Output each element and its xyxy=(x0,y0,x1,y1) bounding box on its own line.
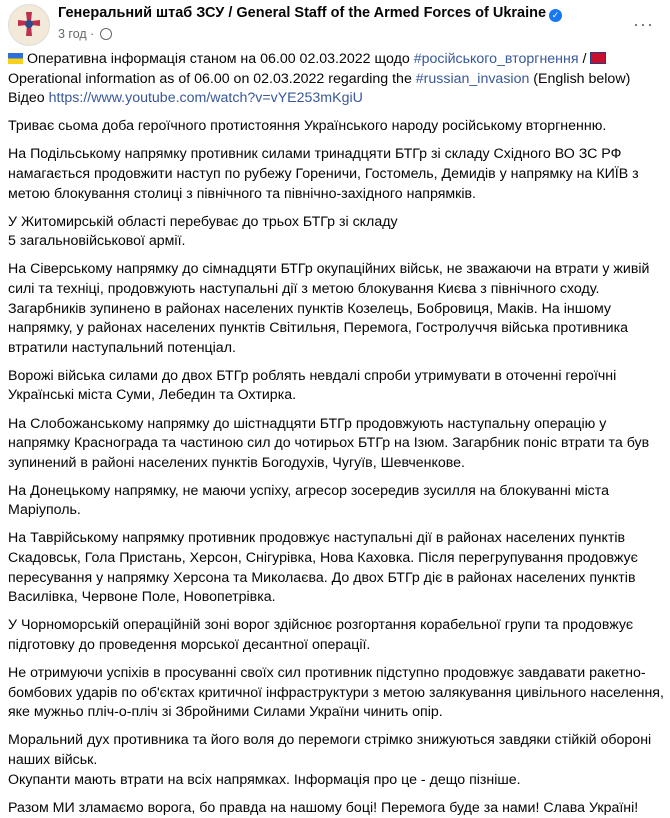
paragraph-line: У Чорноморській операційній зоні ворог здійснює розгортання корабельної групи та продовжує xyxy=(8,617,634,634)
post-paragraph xyxy=(8,799,662,818)
paragraph-line: Триває сьома доба героїчного протистояння Українського народу російському вторгненню. xyxy=(8,118,607,135)
post-paragraph xyxy=(8,367,662,406)
post-paragraph xyxy=(8,664,662,723)
paragraph-line: зупинений в районі населених пунктів Богодухів, Чугуїв, Шевченкове. xyxy=(8,454,465,471)
paragraph-line: У Житомирській області перебуває до трьох БТГр зі складу xyxy=(8,213,398,230)
intro-text: Оперативна інформація станом на 06.00 02.03.2022 щодо xyxy=(27,51,414,67)
post-paragraph xyxy=(8,213,662,252)
post-paragraphs xyxy=(8,117,662,818)
paragraph-line: метою блокування столиці з північного та північно-західного напрямків. xyxy=(8,185,476,202)
post-paragraph xyxy=(8,482,662,521)
paragraph-line: На Подільському напрямку противник силами тринадцяти БТГр зі складу Східного ВО ЗС РФ xyxy=(8,146,622,163)
post-paragraph xyxy=(8,145,662,204)
post-intro xyxy=(8,50,662,109)
hashtag-link[interactable]: #russian_invasion xyxy=(415,70,530,87)
uk-flag-icon xyxy=(590,52,606,64)
globe-icon xyxy=(100,28,112,40)
paragraph-line: Скадовськ, Гола Пристань, Херсон, Снігурівка, Нова Каховка. Після перегрупування продовжує xyxy=(8,550,638,567)
paragraph-line: силі та техніці, продовжують наступальні дії з метою блокування Києва з північного сходу. xyxy=(8,280,600,297)
paragraph-line: напрямку Краснограда та частиною сил до чотирьох БТГр на Ізюм. Загарбник поніс втрати та був xyxy=(8,435,650,452)
post-header xyxy=(0,0,670,50)
page-avatar[interactable] xyxy=(8,4,50,46)
hashtag-link[interactable]: #російського_вторгнення xyxy=(413,51,579,67)
paragraph-line: втратили наступальний потенціал. xyxy=(8,339,236,356)
paragraph-line: 5 загальновійськової армії. xyxy=(8,233,186,250)
paragraph-line: Загарбників зупинено в районах населених пунктів Козелець, Бобровиця, Маків. На іншому xyxy=(8,300,611,317)
paragraph-line: Окупанти мають втрати на всіх напрямках. Інформація про це - дещо пізніше. xyxy=(8,771,521,788)
paragraph-line: бомбових ударів по об'єктах критичної інфраструктури з метою залякування цивільного населення, xyxy=(8,684,664,701)
verified-badge-icon: ✓ xyxy=(549,9,562,22)
paragraph-line: На Слобожанському напрямку до шістнадцяти БТГр продовжують наступальну операцію у xyxy=(8,415,607,432)
paragraph-line: наших військ. xyxy=(8,751,98,768)
post-paragraph xyxy=(8,616,662,655)
post-author[interactable] xyxy=(58,5,562,22)
paragraph-line: На Сіверському напрямку до сімнадцяти БТГр окупаційних військ, не зважаючи на втрати у живій xyxy=(8,261,650,278)
paragraph-line: напрямку, у районах населених пунктів Світильня, Перемога, Гостролуччя війська противника xyxy=(8,320,628,337)
paragraph-line: Ворожі війська силами до двох БТГр роблять невдалі спроби утримувати в оточенні героїчні xyxy=(8,367,617,384)
intro-text: Відео xyxy=(8,90,49,107)
intro-text: Operational information as of 06.00 on 02.03.2022 regarding the xyxy=(8,70,416,87)
paragraph-line: Василівка, Червоне Поле, Новопетрівка. xyxy=(8,589,276,606)
post-paragraph xyxy=(8,529,662,607)
ukraine-flag-icon xyxy=(8,53,23,64)
meta-separator: · xyxy=(86,27,98,41)
post-meta xyxy=(58,27,112,41)
paragraph-line: яке мужньо пліч-о-пліч зі Збройними Силами України чинить опір. xyxy=(8,704,443,721)
post-paragraph xyxy=(8,731,662,790)
paragraph-line: Маріуполь. xyxy=(8,502,81,519)
paragraph-line: намагається продовжити наступ по рубежу Гореничи, Гостомель, Демидів у напрямку на КИЇВ з xyxy=(8,165,639,182)
paragraph-line: Моральний дух противника та його воля до перемоги стрімко знижуються завдяки стійкій обороні xyxy=(8,732,652,749)
general-staff-emblem-icon xyxy=(14,10,44,40)
paragraph-line: Українські міста Суми, Лебедин та Охтирка. xyxy=(8,387,297,404)
post-paragraph xyxy=(8,117,662,137)
post-time[interactable]: 3 год xyxy=(58,27,87,41)
post-paragraph xyxy=(8,260,662,358)
paragraph-line: Не отримуючи успіхів в просуванні своїх сил противник підступно продовжує завдавати ракетно- xyxy=(8,665,646,682)
post-body xyxy=(0,50,670,818)
author-name[interactable]: Генеральний штаб ЗСУ / General Staff of the Armed Forces of Ukraine xyxy=(58,5,547,21)
intro-text: (English below) xyxy=(529,70,631,87)
post-paragraph xyxy=(8,415,662,474)
more-options-button[interactable]: ··· xyxy=(633,14,654,34)
intro-text: / xyxy=(578,51,591,67)
paragraph-line: пересування у напрямку Херсона та Миколаєва. До двох БТГр діє в районах населених пунктів xyxy=(8,569,636,586)
paragraph-line: На Таврійському напрямку противник продовжує наступальні дії в районах населених пунктів xyxy=(8,530,626,547)
paragraph-line: Разом МИ зламаємо ворога, бо правда на нашому боці! Перемога буде за нами! Слава Україні! xyxy=(8,799,639,816)
video-link[interactable]: https://www.youtube.com/watch?v=vYE253mKgiU xyxy=(48,90,363,107)
paragraph-line: На Донецькому напрямку, не маючи успіху, агресор зосередив зусилля на блокуванні міста xyxy=(8,482,609,499)
paragraph-line: підготовку до проведення морської десантної операції. xyxy=(8,636,371,653)
